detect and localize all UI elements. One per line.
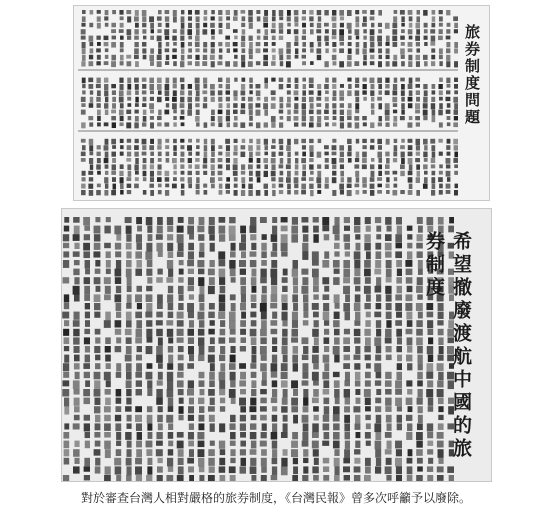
newsprint-texture xyxy=(78,10,458,196)
photo-caption: 對於審查台灣人相對嚴格的旅券制度，《台灣民報》曾多次呼籲予以廢除。 xyxy=(80,491,471,505)
newsprint-texture xyxy=(62,217,454,481)
article-text-columns-top xyxy=(74,6,489,200)
newspaper-clipping-top xyxy=(73,5,490,201)
article-headline-top: 旅券制度問題 xyxy=(463,24,481,126)
article-headline-bottom: 希望撤廢渡航中國的旅券制度 xyxy=(423,231,472,461)
newspaper-clipping-bottom xyxy=(61,208,492,482)
